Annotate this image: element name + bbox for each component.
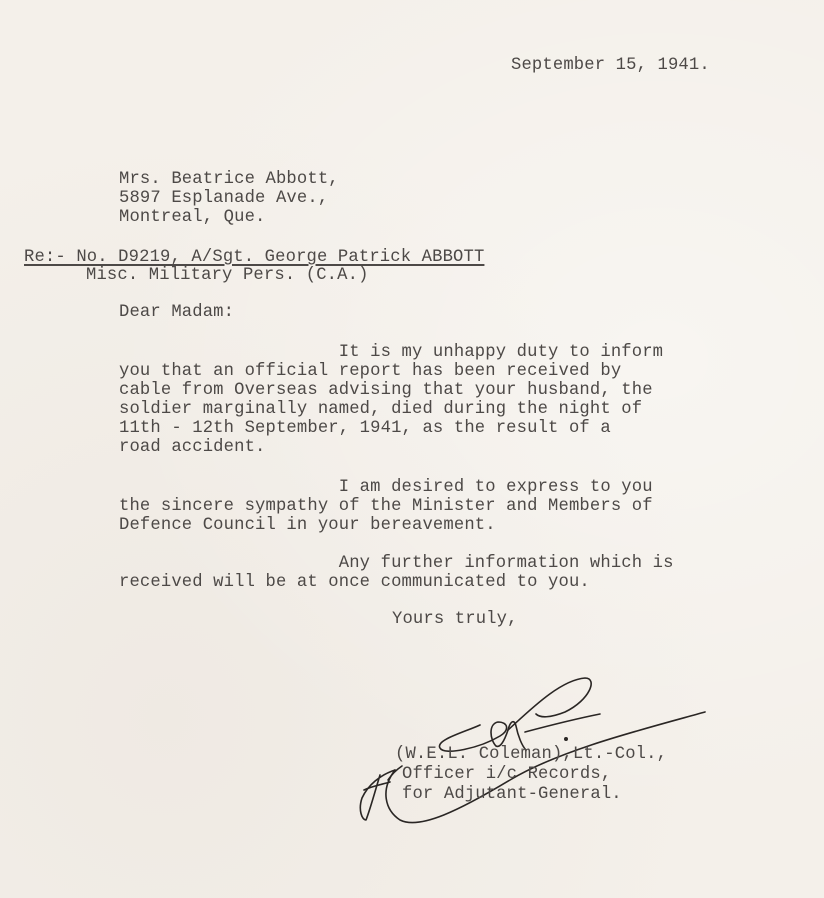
paragraph-line: 11th - 12th September, 1941, as the result of a	[119, 419, 611, 438]
paragraph-line: road accident.	[119, 438, 266, 457]
reference-line-unit: Misc. Military Pers. (C.A.)	[86, 266, 369, 285]
closing: Yours truly,	[392, 610, 518, 629]
letter-date: September 15, 1941.	[511, 56, 710, 75]
reference-line-soldier: Re:- No. D9219, A/Sgt. George Patrick ABBOTT	[24, 248, 485, 267]
signatory-on-behalf: for Adjutant-General.	[402, 785, 622, 804]
paragraph-line: received will be at once communicated to you.	[119, 573, 590, 592]
signatory-name-rank: (W.E.L. Coleman),Lt.-Col.,	[395, 745, 668, 764]
paragraph-line: Any further information which is	[119, 554, 674, 573]
salutation: Dear Madam:	[119, 303, 235, 322]
paragraph-line: you that an official report has been received by	[119, 362, 622, 381]
recipient-street: 5897 Esplanade Ave.,	[119, 189, 329, 208]
paragraph-line: I am desired to express to you	[119, 478, 653, 497]
recipient-name: Mrs. Beatrice Abbott,	[119, 170, 339, 189]
signatory-title: Officer i/c Records,	[402, 765, 612, 784]
paragraph-line: cable from Overseas advising that your husband, the	[119, 381, 653, 400]
paragraph-line: the sincere sympathy of the Minister and Members of	[119, 497, 653, 516]
paragraph-line: It is my unhappy duty to inform	[119, 343, 664, 362]
paragraph-line: Defence Council in your bereavement.	[119, 516, 496, 535]
recipient-city: Montreal, Que.	[119, 208, 266, 227]
paragraph-line: soldier marginally named, died during the night of	[119, 400, 643, 419]
